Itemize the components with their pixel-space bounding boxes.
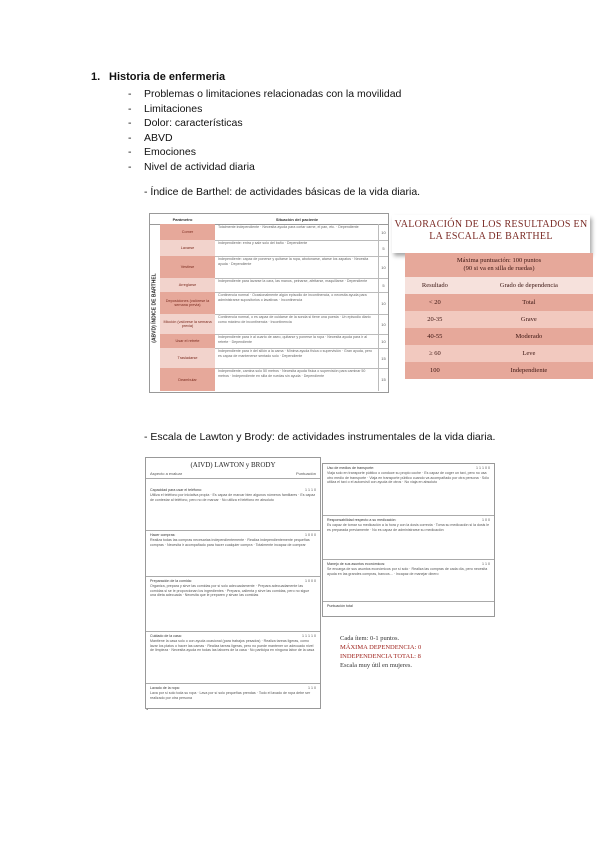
lawton-section: Responsabilidad respecto a su medicación: Es capaz de tomar su medicación a la hora y con la dosis correcta · Toma su medicación si la dosis le es preparada previamente · No es capaz de administrarse su medicación 1 0 0 — [323, 516, 494, 560]
lawton-total: Puntuación total — [327, 604, 353, 608]
table-row: 40-55 Moderado — [405, 328, 593, 345]
table-row: < 20 Total — [405, 294, 593, 311]
section-heading — [91, 71, 225, 83]
barthel-side-label: (ABVD) ÍNDICE DE BARTHEL — [152, 273, 159, 343]
bullet-list — [128, 87, 401, 175]
lawton-note: Cada ítem: 0-1 puntos. MÁXIMA DEPENDENCIA: 0 INDEPENDENCIA TOTAL: 8 Escala muy útil en mujeres. — [340, 635, 422, 669]
table-row: Comer Totalmente independiente · Necesita ayuda para cortar carne, el pan, etc. · Dependiente 10 — [160, 224, 388, 241]
table-row: Trasladarse Independiente para ir del sillón a la cama · Mínima ayuda física o supervisión · Gran ayuda, pero es capaz de mantenerse sentado solo · Dependiente 15 — [160, 348, 388, 369]
table-row: Deposiciones (valórese la semana previa) Continencia normal · Ocasionalmente algún episodio de incontinencia, o necesita ayuda para administrarse supositorios o lavativas · Incontinencia 10 — [160, 292, 388, 315]
lawton-caption: - Escala de Lawton y Brody: de actividades instrumentales de la vida diaria. — [144, 431, 496, 443]
table-row: Arreglarse Independiente para lavarse la cara, las manos, peinarse, afeitarse, maquillarse · Dependiente 5 — [160, 278, 388, 293]
table-row: Vestirse Independiente: capaz de ponerse y quitarse la ropa, abotonarse, atarse los zapatos · Necesita ayuda · Dependiente 10 — [160, 256, 388, 279]
table-row: 100 Independiente — [405, 362, 593, 379]
list-item: - Limitaciones — [128, 102, 203, 115]
list-item: - Nivel de actividad diaria — [128, 160, 255, 173]
barthel-col-category: Parámetro — [172, 216, 193, 222]
list-item: - Problemas o limitaciones relacionadas con la movilidad — [128, 88, 402, 100]
table-row: Lavarse Independiente: entra y sale solo del baño · Dependiente 5 — [160, 240, 388, 257]
lawton-title: (AIVD) LAWTON y BRODY — [190, 461, 276, 469]
table-row: Deambular Independiente, camina solo 50 metros · Necesita ayuda física o supervisión para caminar 50 metros · Independiente en silla de ruedas sin ayuda · Dependiente 15 — [160, 368, 388, 391]
lawton-section: Hacer compras: Realiza todas las compras necesarias independientemente · Realiza independientemente pequeñas compras · Necesita ir acompañado para hacer cualquier compra · Totalmente incapaz de comprar 1 0 0 0 — [146, 531, 320, 577]
valoracion-table — [405, 253, 593, 379]
lawton-section: Capacidad para usar el teléfono: Utiliza el teléfono por iniciativa propia · Es capaz de marcar bien algunos números familiares · Es capaz de contestar al teléfono, pero no de marcar · No utiliza el teléfono en absoluto 1 1 1 0 — [146, 486, 320, 531]
lawton-header: Aspecto a evaluar Puntuación — [146, 469, 320, 479]
valoracion-col-grade: Grado de dependencia — [465, 277, 593, 294]
table-row: ≥ 60 Leve — [405, 345, 593, 362]
table-row: Micción (valórese la semana previa) Continencia normal, o es capaz de cuidarse de la sonda si tiene una puesta · Un episodio diario como máximo de incontinencia · Incontinencia 10 — [160, 314, 388, 335]
valoracion-col-result: Resultado — [405, 277, 465, 294]
heading-title: Historia de enfermeria — [109, 71, 226, 83]
lawton-table-left — [145, 457, 321, 709]
valoracion-title: VALORACIÓN DE LOS RESULTADOS EN LA ESCALA DE BARTHEL — [392, 215, 590, 253]
table-row: 20-35 Grave — [405, 311, 593, 328]
trailing-mark: . — [146, 703, 149, 712]
lawton-section: Manejo de sus asuntos económicos: Se encarga de sus asuntos económicos por sí solo · Realiza las compras de cada día, pero necesita ayuda en las grandes compras, bancos... · Incapaz de manejar dinero 1 1 0 — [323, 560, 494, 602]
list-item: - ABVD — [128, 131, 173, 144]
barthel-caption: - Índice de Barthel: de actividades básicas de la vida diaria. — [144, 186, 421, 198]
heading-number: 1. — [91, 71, 101, 83]
list-item: - Emociones — [128, 146, 196, 159]
barthel-table — [149, 213, 389, 393]
barthel-col-description: Situación del paciente — [275, 216, 319, 222]
list-item: - Dolor: características — [128, 117, 243, 130]
lawton-section: Cuidado de la casa: Mantiene la casa solo o con ayuda ocasional (para trabajos pesados) · Realiza tareas ligeras, como lavar los platos o hacer las camas · Realiza tareas ligeras, pero no puede mantener un adecuado nivel de limpieza · Necesita ayuda en todas las labores de la casa · No participa en ninguna labor de la casa 1 1 1 1 0 — [146, 632, 320, 684]
lawton-table-right — [322, 463, 495, 617]
lawton-section: Uso de medios de transporte: Viaja solo en transporte público o conduce su propio coche · Es capaz de coger un taxi, pero no usa otro medio de transporte · Viaja en transporte público cuando va acompañado por otra persona · Sólo utiliza el taxi o el automóvil con ayuda de otros · No viaja en absoluto 1 1 1 0 0 — [323, 464, 494, 516]
valoracion-max: Máxima puntuación: 100 puntos (90 si va en silla de ruedas) — [405, 253, 593, 277]
lawton-section: Preparación de la comida: Organiza, prepara y sirve las comidas por sí solo adecuadamente · Prepara adecuadamente las comidas si se le proporcionan los ingredientes · Prepara, calienta y sirve las comidas, pero no sigue una dieta adecuada · Necesita que le preparen y sirvan las comidas 1 0 0 0 — [146, 577, 320, 632]
table-row: Usar el retrete Independiente para ir al cuarto de aseo, quitarse y ponerse la ropa · Necesita ayuda para ir al retrete · Dependiente 10 — [160, 334, 388, 349]
lawton-section: Lavado de la ropa: Lava por sí solo toda su ropa · Lava por sí solo pequeñas prendas · Todo el lavado de ropa debe ser realizado por otra persona 1 1 0 — [150, 686, 316, 700]
